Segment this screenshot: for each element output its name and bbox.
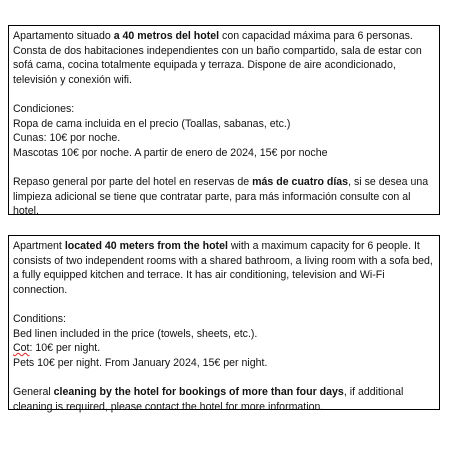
spanish-intro-distance: a 40 metros del hotel xyxy=(113,30,220,42)
english-cleaning-text-2: , if additional cleaning is required, please contact the hotel for more information. xyxy=(13,385,404,413)
spanish-cleaning-paragraph xyxy=(13,175,435,219)
spanish-condition-cots: Cunas: 10€ por noche. xyxy=(13,132,121,145)
english-intro-paragraph xyxy=(13,239,435,297)
english-intro-text-2: with a maximum capacity for 6 people. It consists of two independent rooms with a shared bathroom, a living room with a sofa bed, a fully equipped kitchen and terrace. It has air conditioning, television and Wi-Fi connection. xyxy=(13,240,433,296)
english-condition-pets: Pets 10€ per night. From January 2024, 15€ per night. xyxy=(13,356,268,369)
english-condition-bedding: Bed linen included in the price (towels, sheets, etc.). xyxy=(13,327,258,340)
spacer xyxy=(13,160,435,175)
spanish-description-box xyxy=(8,25,440,218)
english-cleaning-text-1: General xyxy=(13,385,54,398)
spanish-condition-pets: Mascotas 10€ por noche. A partir de enero de 2024, 15€ por noche xyxy=(13,146,328,159)
english-cot-price: : 10€ per night. xyxy=(29,342,101,355)
spanish-conditions-heading: Condiciones: xyxy=(13,102,75,115)
english-intro-distance: located 40 meters from the hotel xyxy=(64,240,228,252)
english-condition-cot xyxy=(13,341,435,356)
spanish-condition-bedding: Ropa de cama incluida en el precio (Toallas, sabanas, etc.) xyxy=(13,117,291,130)
english-cleaning-days: cleaning by the hotel for bookings of more than four days xyxy=(53,385,344,398)
spacer xyxy=(13,297,435,312)
spacer xyxy=(13,87,435,102)
spacer xyxy=(13,370,435,385)
spanish-cleaning-days: más de cuatro días xyxy=(252,175,349,188)
spanish-cleaning-text-2: , si se desea una limpieza adicional se tiene que contratar parte, para más información consulte con al hotel. xyxy=(13,175,429,218)
english-conditions-heading: Conditions: xyxy=(13,312,66,325)
english-cot-label: Cot xyxy=(13,342,30,355)
spanish-cleaning-text-1: Repaso general por parte del hotel en reservas de xyxy=(13,175,253,188)
english-description-box xyxy=(8,235,440,413)
spanish-intro-paragraph xyxy=(13,29,435,87)
spanish-intro-text-2: con capacidad máxima para 6 personas. Consta de dos habitaciones independientes con un baño compartido, sala de estar con sofá cama, cocina totalmente equipada y terraza. Dispone de aire acondicionado, televisión y conexión wifi. xyxy=(13,30,422,86)
spanish-intro-text-1: Apartamento situado xyxy=(13,30,114,42)
english-cleaning-paragraph xyxy=(13,385,435,414)
english-intro-text-1: Apartment xyxy=(13,240,65,252)
